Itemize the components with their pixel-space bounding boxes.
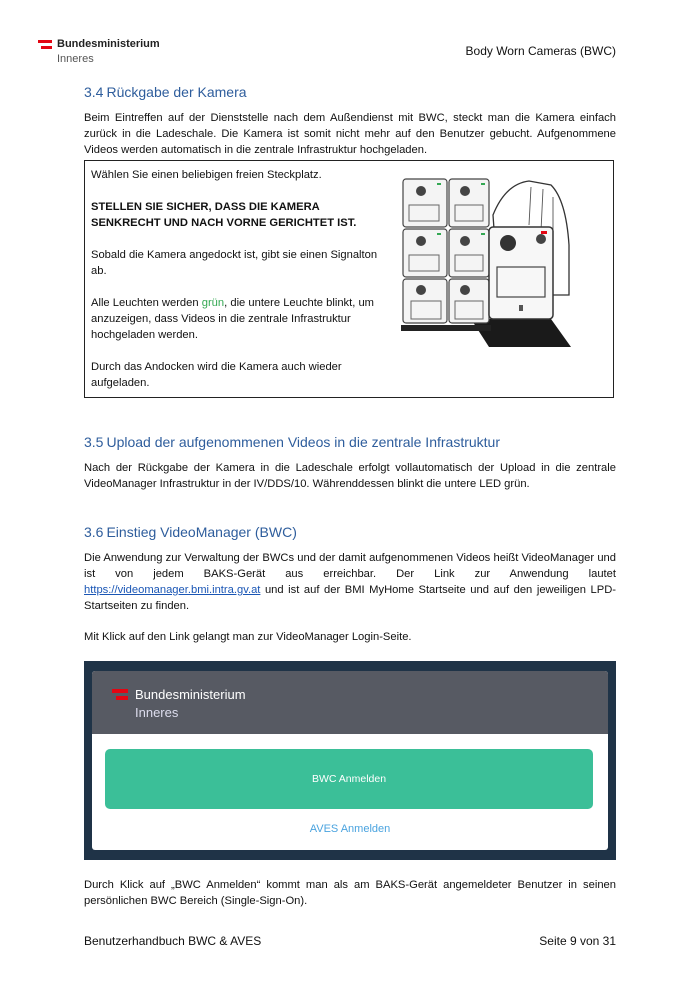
click-link-text: Mit Klick auf den Link gelangt man zur VideoManager Login-Seite.	[84, 631, 412, 643]
docking-instructions-box	[84, 160, 614, 398]
footer-document-name: Benutzerhandbuch BWC & AVES	[84, 934, 262, 948]
login-logo-line1: Bundesministerium	[135, 687, 246, 702]
step-choose-slot: Wählen Sie einen beliebigen freien Steckplatz.	[91, 169, 322, 181]
step-lights: Alle Leuchten werden grün, die untere Leuchte blinkt, um anzuzeigen, dass Videos in die zentrale Infrastruktur hochgeladen werden.	[91, 297, 375, 341]
videomanager-link[interactable]: https://videomanager.bmi.intra.gv.at	[84, 584, 261, 596]
austria-flag-icon	[38, 40, 52, 49]
after-screenshot-text: Durch Klick auf „BWC Anmelden“ kommt man als am BAKS-Gerät angemeldeter Benutzer in seinen persönlichen BWC Bereich (Single-Sign-On).	[84, 879, 616, 907]
footer-page-number: Seite 9 von 31	[539, 934, 616, 948]
section-heading-3-4: 3.4 Rückgabe der Kamera	[84, 84, 247, 100]
section-heading-3-5: 3.5 Upload der aufgenommenen Videos in die zentrale Infrastruktur	[84, 434, 500, 450]
step-signal-tone: Sobald die Kamera angedockt ist, gibt sie einen Signalton ab.	[91, 249, 378, 277]
section-3-4-intro: Beim Eintreffen auf der Dienststelle nach dem Außendienst mit BWC, steckt man die Kamera einfach zurück in die Ladeschale. Die Kamera ist somit nicht mehr auf den Benutzer gebucht. Aufgenommene Videos werden automatisch in die zentrale Infrastruktur hochgeladen.	[84, 112, 616, 156]
austria-flag-icon	[112, 689, 128, 700]
section-heading-3-6: 3.6 Einstieg VideoManager (BWC)	[84, 524, 297, 540]
section-3-5-text: Nach der Rückgabe der Kamera in die Ladeschale erfolgt vollautomatisch der Upload in die zentrale VideoManager Infrastruktur in der IV/DDS/10. Währenddessen blinkt die untere LED grün.	[84, 462, 616, 490]
document-title: Body Worn Cameras (BWC)	[465, 44, 616, 58]
step-charging: Durch das Andocken wird die Kamera auch wieder aufgeladen.	[91, 361, 342, 389]
videomanager-login-screenshot	[84, 661, 616, 860]
logo-line1: Bundesministerium	[57, 38, 160, 50]
green-word: grün	[201, 297, 225, 309]
aves-login-link[interactable]: AVES Anmelden	[309, 823, 391, 835]
section-3-6-text: Die Anwendung zur Verwaltung der BWCs und der damit aufgenommenen Videos heißt VideoManager und ist von jedem BAKS-Gerät aus erreichbar. Der Link zur Anwendung lautet https://videomanager.bmi.intra.gv.at und ist auf der BMI MyHome Startseite und auf den jeweiligen LPD-Startseiten zu finden.	[84, 552, 616, 612]
camera-docking-illustration	[401, 175, 573, 351]
bwc-login-button[interactable]: BWC Anmelden	[105, 749, 593, 809]
logo-line2: Inneres	[57, 53, 94, 65]
warning-orientation: STELLEN SIE SICHER, DASS DIE KAMERA SENKRECHT UND NACH VORNE GERICHTET IST.	[91, 201, 357, 229]
login-card	[92, 671, 608, 850]
login-header	[92, 671, 608, 734]
login-logo-line2: Inneres	[135, 705, 179, 720]
